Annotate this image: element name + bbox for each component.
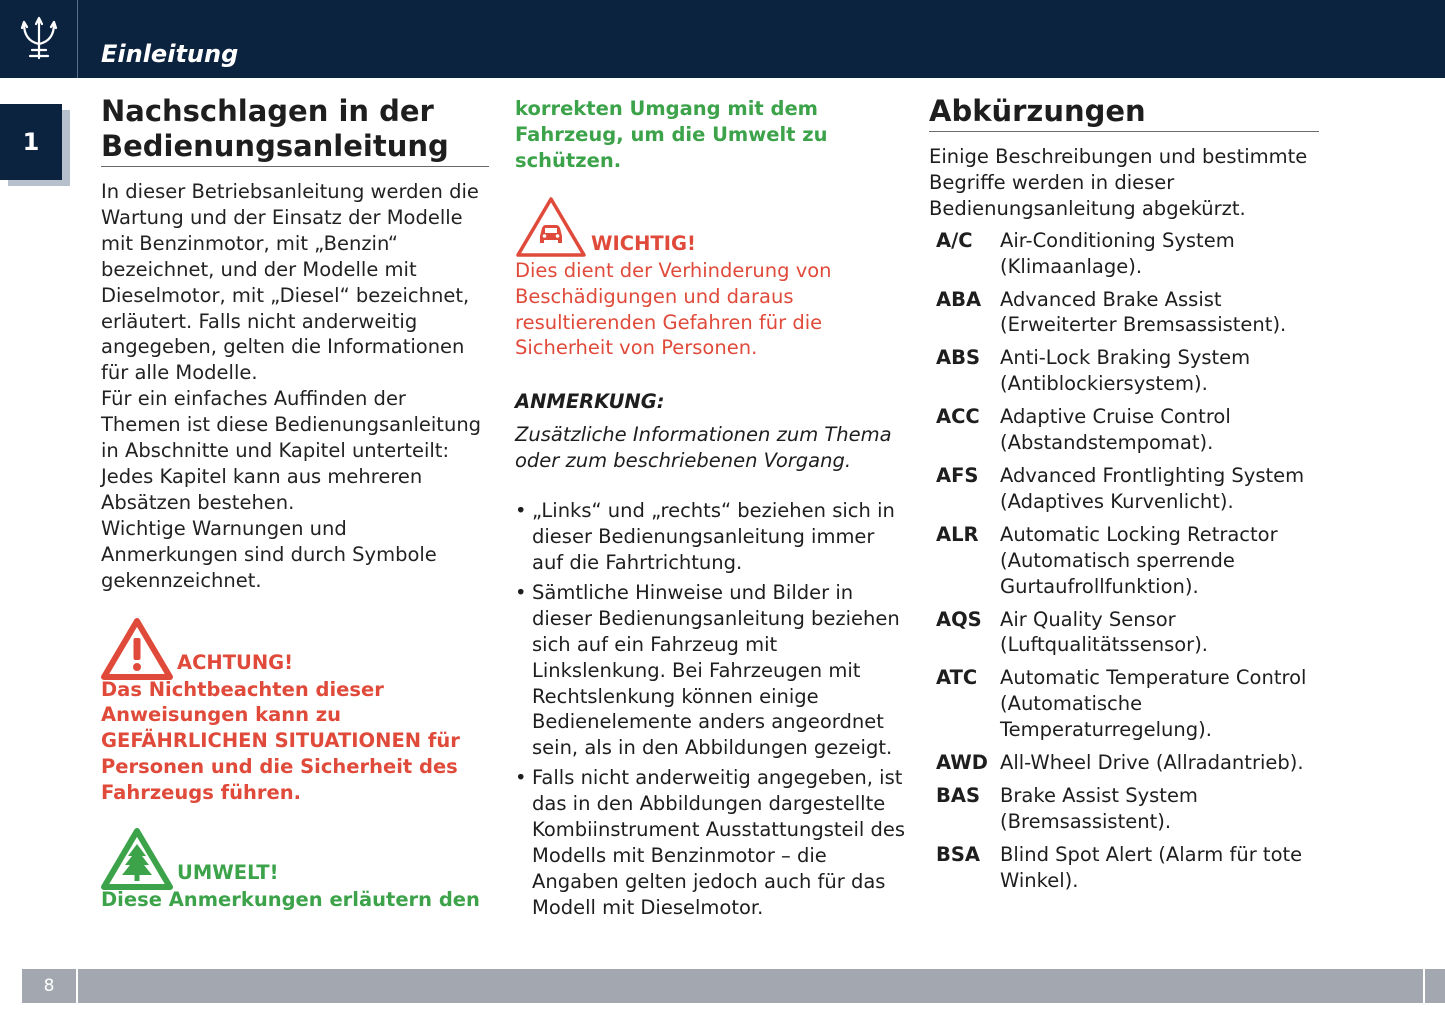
important-text: Dies dient der Verhinderung von Beschädigungen und daraus resultierenden Gefahren für die Sicherheit von Personen. — [515, 258, 832, 360]
note-text: Zusätzliche Informationen zum Thema oder zum beschriebenen Vorgang. — [515, 423, 892, 473]
important-heading: WICHTIG! — [591, 231, 696, 255]
environment-heading: UMWELT! — [177, 861, 279, 885]
abbreviation-row — [929, 607, 1319, 659]
intro-paragraph-2: Für ein einfaches Auffinden der Themen ist diese Bedienungsanleitung in Abschnitte und Kapitel unterteilt: Jedes Kapitel kann aus mehreren Absätzen bestehen. — [101, 387, 482, 514]
page-title-line2: Bedienungsanleitung — [101, 129, 449, 163]
abbreviation-row — [929, 287, 1319, 339]
page-title-line1: Nachschlagen in der — [101, 94, 434, 128]
page-header — [0, 0, 1445, 78]
abbreviation-row — [929, 463, 1319, 515]
abbreviation-row — [929, 783, 1319, 835]
abbreviation-value: Air-Conditioning System (Klimaanlage). — [1000, 228, 1235, 278]
abbreviation-row — [929, 228, 1319, 280]
intro-paragraph-1: In dieser Betriebsanleitung werden die Wartung und der Einsatz der Modelle mit Benzinmotor, mit „Benzin“ bezeichnet, und der Modelle mit Dieselmotor, mit „Diesel“ bezeichnet, erläutert. Falls nicht anderweitig angegeben, gelten die Informationen für alle Modelle. — [101, 180, 479, 385]
page-number: 8 — [22, 969, 78, 1003]
footer-end-cap — [1425, 969, 1445, 1003]
abbreviation-value: All-Wheel Drive (Allradantrieb). — [1000, 751, 1304, 775]
bullet-item: • „Links“ und „rechts“ beziehen sich in dieser Bedienungsanleitung immer auf die Fahrtrichtung. — [515, 498, 910, 576]
abbreviation-key: BAS — [936, 783, 980, 807]
abbreviation-value: Brake Assist System (Bremsassistent). — [1000, 783, 1198, 833]
abbreviation-value: Advanced Brake Assist (Erweiterter Bremsassistent). — [1000, 287, 1287, 337]
car-hazard-icon — [515, 196, 587, 258]
abbreviation-value: Adaptive Cruise Control (Abstandstempomat). — [1000, 405, 1231, 455]
bullet-item: • Falls nicht anderweitig angegeben, ist das in den Abbildungen dargestellte Kombiinstrument Ausstattungsteil des Modells mit Benzinmotor – die Angaben gelten jedoch auch für das Modell mit Dieselmotor. — [515, 765, 910, 920]
abbreviations-list — [929, 228, 1319, 894]
abbreviation-row — [929, 522, 1319, 600]
warning-triangle-icon — [101, 618, 173, 680]
abbreviation-key: ACC — [936, 405, 980, 429]
abbreviation-key: AQS — [936, 607, 982, 631]
column-1 — [101, 94, 489, 913]
chapter-tab[interactable]: 1 — [0, 104, 62, 180]
abbreviation-key: AFS — [936, 463, 979, 487]
abbreviations-intro: Einige Beschreibungen und bestimmte Begriffe werden in dieser Bedienungsanleitung abgekürzt. — [929, 145, 1308, 220]
warning-block — [101, 618, 489, 807]
abbreviation-value: Automatic Temperature Control (Automatische Temperaturregelung). — [1000, 666, 1307, 742]
abbreviation-key: AWD — [936, 751, 988, 775]
bullet-item: • Sämtliche Hinweise und Bilder in dieser Bedienungsanleitung beziehen sich auf ein Fahrzeug mit Linkslenkung. Bei Fahrzeugen mit Rechtslenkung können einige Bedienelemente anders angeordnet sein, als in den Abbildungen gezeigt. — [515, 580, 910, 761]
abbreviation-row — [929, 842, 1319, 894]
page-title — [101, 94, 489, 167]
abbreviation-value: Automatic Locking Retractor (Automatisch sperrende Gurtaufrollfunktion). — [1000, 522, 1278, 598]
environment-tree-icon — [101, 828, 173, 890]
trident-logo-icon — [18, 14, 60, 66]
bullet-list — [515, 498, 910, 921]
logo-box — [0, 0, 78, 78]
abbreviation-value: Blind Spot Alert (Alarm für tote Winkel). — [1000, 842, 1303, 892]
abbreviation-row — [929, 750, 1319, 776]
abbreviation-value: Advanced Frontlighting System (Adaptives Kurvenlicht). — [1000, 463, 1305, 513]
abbreviation-key: BSA — [936, 842, 980, 866]
intro-body — [101, 179, 489, 594]
abbreviation-key: ATC — [936, 666, 978, 690]
intro-paragraph-3: Wichtige Warnungen und Anmerkungen sind durch Symbole gekennzeichnet. — [101, 516, 437, 592]
column-2 — [515, 94, 910, 925]
abbreviation-key: ABS — [936, 346, 980, 370]
important-block — [515, 196, 910, 362]
note-heading: ANMERKUNG: — [515, 390, 665, 414]
abbreviation-key: A/C — [936, 228, 973, 252]
page-footer — [22, 969, 1423, 1003]
environment-text: Diese Anmerkungen erläutern den — [101, 888, 480, 912]
abbreviation-row — [929, 665, 1319, 743]
column-3 — [929, 94, 1319, 901]
warning-heading: ACHTUNG! — [177, 650, 294, 674]
section-title: Einleitung — [101, 40, 239, 68]
abbreviations-title: Abkürzungen — [929, 94, 1319, 132]
abbreviation-value: Anti-Lock Braking System (Antiblockiersystem). — [1000, 346, 1251, 396]
warning-text: Das Nichtbeachten dieser Anweisungen kann zu GEFÄHRLICHEN SITUATIONEN für Personen und die Sicherheit des Fahrzeugs führen. — [101, 677, 460, 805]
abbreviation-key: ABA — [936, 287, 982, 311]
abbreviation-value: Air Quality Sensor (Luftqualitätssensor). — [1000, 607, 1209, 657]
environment-block — [101, 828, 489, 913]
environment-text-continued: korrekten Umgang mit dem Fahrzeug, um die Umwelt zu schützen. — [515, 97, 828, 172]
abbreviation-key: ALR — [936, 522, 979, 546]
abbreviation-row — [929, 404, 1319, 456]
abbreviation-row — [929, 345, 1319, 397]
